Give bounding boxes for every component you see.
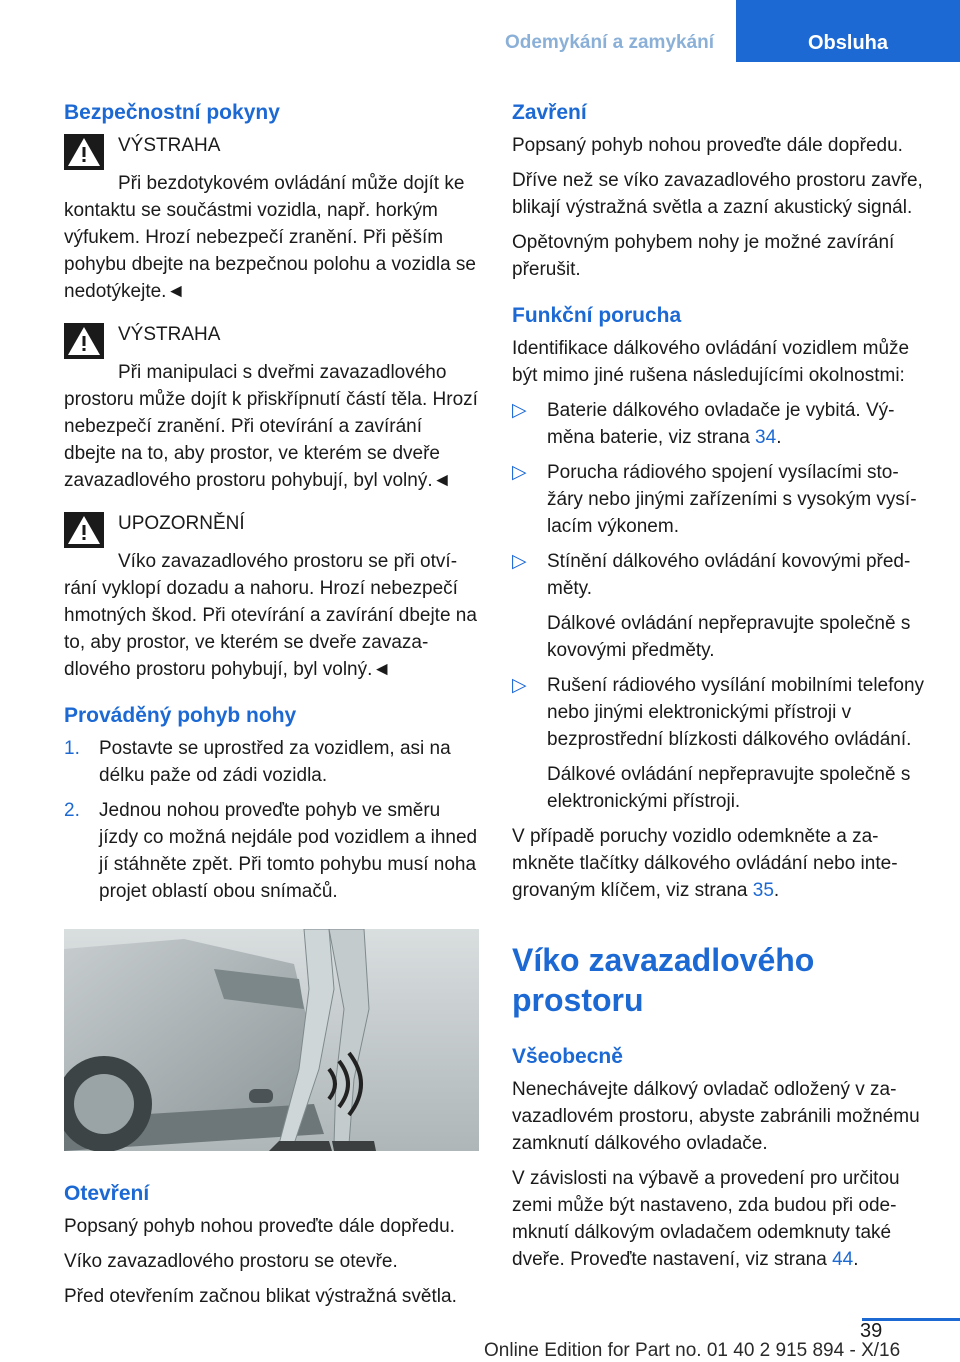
notice-label: UPOZORNĚNÍ [118,513,245,534]
left-column [64,98,479,1318]
step-number: 1. [64,738,80,759]
page-link[interactable]: 34 [755,427,777,448]
general-paragraph-suffix: . [853,1249,859,1270]
close-paragraph: Dříve než se víko zavazadlového prostoru zavře, blikají výstražná světla a zazní akustický signál. [512,170,923,218]
general-paragraph: Nenechávejte dálkový ovladač odložený v zavazadlovém prostoru, abyste zabránili možnému zamknutí dálkového ovladače. [512,1079,920,1154]
close-paragraph: Opětovným pohybem nohy je možné zavírání přerušit. [512,232,895,280]
right-column [512,98,926,1281]
general-paragraph-text: V závislosti na výbavě a provedení pro určitou zemi může být nastaveno, zda budou při odemknutí dálkovým ovladačem odemknuty také dveře. Proveďte nastavení, viz strana [512,1168,900,1270]
warning-triangle-icon [64,512,104,548]
step-text: Jednou nohou proveďte pohyb ve směru jízdy co možná nejdále pod vozidlem a ihned jí stáhněte zpět. Při tomto pohybu musí noha projet oblastí obou snímačů. [99,800,478,902]
warning-triangle-icon [64,323,104,359]
notice-text: Víko zavazadlového prostoru se při otvírání vyklopí dozadu a nahoru. Hrozí nebezpečí hmotných škod. Při otevírání a zavírání dbejte na to, aby prostor, ve kterém se dveře zavazadlového prostoru pohybují, byl volný.◄ [64,551,477,680]
page-link[interactable]: 44 [832,1249,854,1270]
fault-outro-text: V případě poruchy vozidlo odemkněte a zamkněte tlačítky dálkového ovládání nebo integrovaným klíčem, viz strana [512,826,898,901]
page-header [0,0,960,62]
fault-intro: Identifikace dálkového ovládání vozidlem může být mimo jiné rušena následujícími okolnostmi: [512,338,910,386]
trunk-lid-heading: Víko zavazadlového prostoru [512,942,815,1018]
open-heading: Otevření [64,1182,150,1205]
fault-list [512,397,926,815]
open-paragraph: Popsaný pohyb nohou proveďte dále dopředu. [64,1216,455,1237]
open-paragraph: Víko zavazadlového prostoru se otevře. [64,1251,398,1272]
close-heading: Zavření [512,101,587,124]
list-item [512,397,926,451]
list-item-suffix: . [776,427,782,448]
list-item-text: Rušení rádiového vysílání mobilními telefony nebo jinými elektronickými přístroji v bezprostřední blízkosti dálkového ovládání. [547,675,925,750]
list-item-text: Porucha rádiového spojení vysílacími stožáry nebo jinými zařízeními s vysokým vysílacím výkonem. [547,462,917,537]
list-item-text: Baterie dálkového ovladače je vybitá. Výměna baterie, viz strana [547,400,895,448]
safety-heading: Bezpečnostní pokyny [64,101,280,124]
page-link[interactable]: 35 [752,880,774,901]
bullet-triangle-icon: ▷ [512,675,527,696]
list-item [512,459,926,540]
online-edition-note: Online Edition for Part no. 01 40 2 915 894 - X/16 [484,1340,901,1361]
list-subnote: Dálkové ovládání nepřepravujte společně s elektronickými přístroji. [547,764,911,812]
warning-text: Při bezdotykovém ovládání může dojít ke kontaktu se součástmi vozidla, např. horkým výfukem. Hrozí nebezpečí zranění. Při pěším pohybu dbejte na bezpečnou polohu a vozidla se nedotýkejte.◄ [64,173,476,302]
warning-label: VÝSTRAHA [118,135,221,156]
warning-text: Při manipulaci s dveřmi zavazadlového prostoru může dojít k přiskřípnutí částí těla. Hrozí nebezpečí zranění. Při otevírání a zavírání dbejte na to, aby prostor, ve kterém se dveře zavazadlového prostoru pohybují, byl volný.◄ [64,362,478,491]
close-paragraph: Popsaný pohyb nohou proveďte dále dopředu. [512,135,903,156]
bullet-triangle-icon: ▷ [512,462,527,483]
fault-outro-suffix: . [773,880,780,901]
notice-block [64,510,479,683]
warning-label: VÝSTRAHA [118,324,221,345]
warning-block [64,132,479,305]
fault-heading: Funkční porucha [512,304,682,327]
bullet-triangle-icon: ▷ [512,400,527,421]
header-section-title[interactable]: Odemykání a zamykání [504,32,715,53]
step-number: 2. [64,800,80,821]
motion-heading: Prováděný pohyb nohy [64,704,297,727]
list-item-text: Stínění dálkového ovládání kovovými předměty. [547,551,911,599]
open-paragraph: Před otevřením začnou blikat výstražná světla. [64,1286,457,1307]
foot-gesture-illustration [64,929,479,1151]
list-item [512,672,926,753]
list-item [64,735,479,789]
motion-steps-list [64,735,479,905]
fault-outro [512,823,926,904]
bullet-triangle-icon: ▷ [512,551,527,572]
warning-block [64,321,479,494]
general-heading: Všeobecně [512,1045,623,1068]
list-item [512,548,926,602]
step-text: Postavte se uprostřed za vozidlem, asi na délku paže od zádi vozidla. [99,738,451,786]
list-item [64,797,479,905]
general-paragraph [512,1165,926,1273]
list-subnote: Dálkové ovládání nepřepravujte společně s kovovými předměty. [547,613,911,661]
header-chapter-tab[interactable]: Obsluha [736,0,960,62]
page-number: 39 [860,1320,883,1342]
warning-triangle-icon [64,134,104,170]
